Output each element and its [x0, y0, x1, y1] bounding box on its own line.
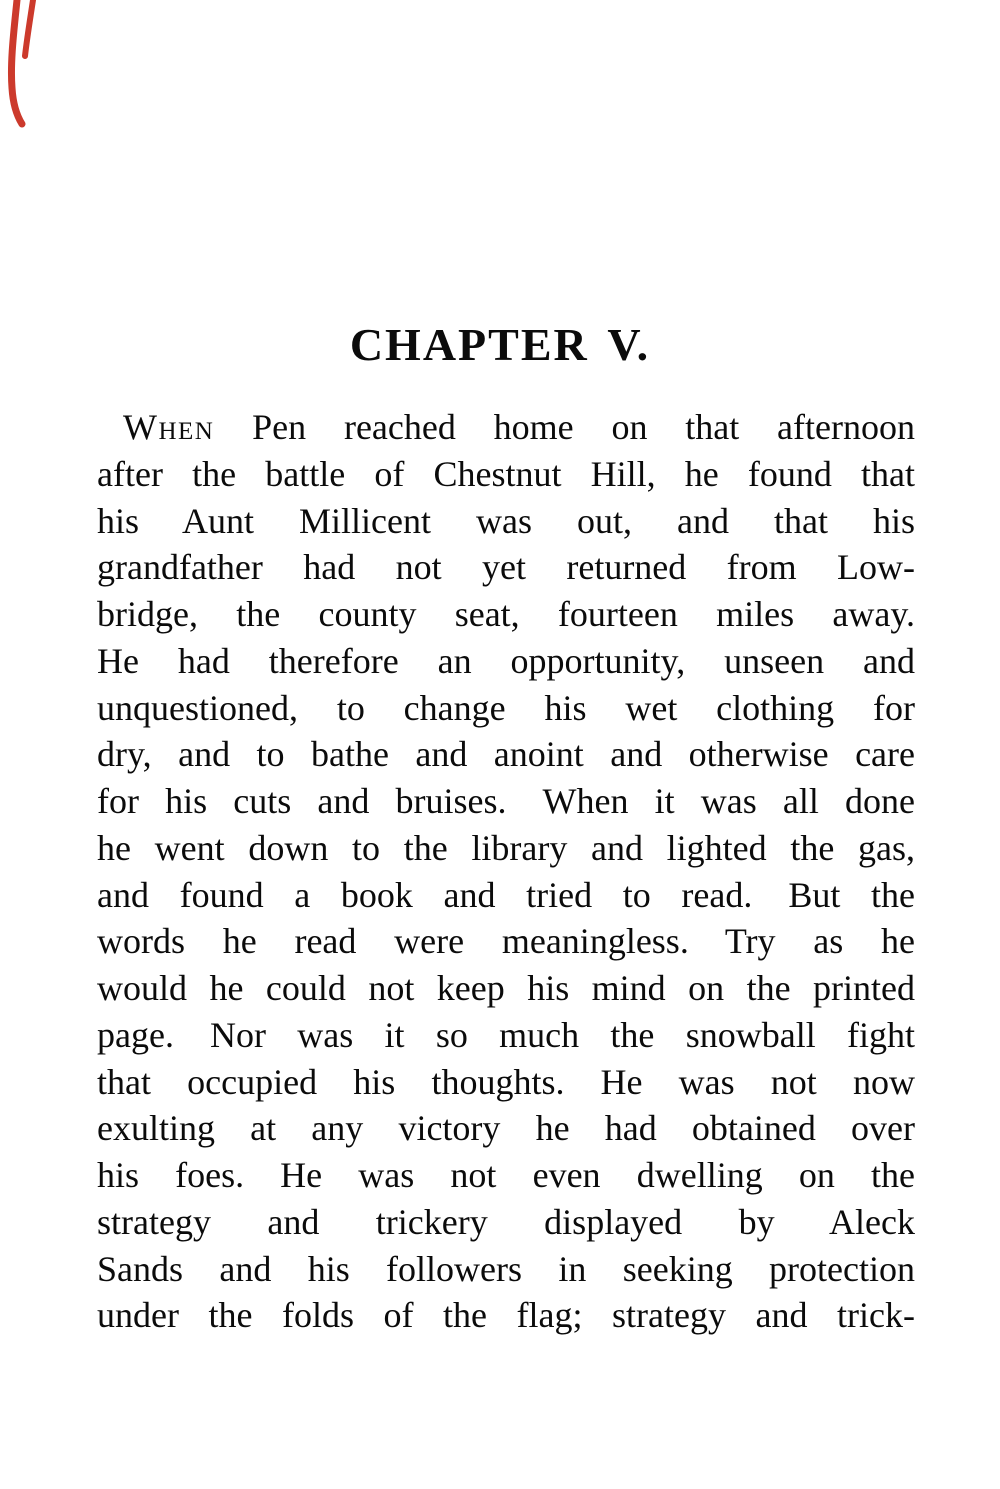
text-line: [97, 404, 915, 451]
text-line: words he read were meaningless. Try as he: [97, 921, 915, 962]
text-line: for his cuts and bruises. When it was all done: [97, 781, 915, 821]
text-line: he went down to the library and lighted the gas,: [97, 827, 915, 868]
text-line: and found a book and tried to read. But the: [97, 874, 915, 915]
lead-word-smallcaps: When: [123, 407, 215, 447]
text-line: exulting at any victory he had obtained over: [97, 1108, 915, 1149]
chapter-heading: CHAPTER V.: [349, 319, 651, 370]
text-line: grandfather had not yet returned from Low-: [97, 547, 915, 588]
text-line: after the battle of Chestnut Hill, he found that: [97, 453, 915, 494]
text-line: would he could not keep his mind on the printed: [97, 968, 915, 1008]
first-line-rest: Pen reached home on that afternoon: [214, 407, 915, 447]
chapter-paragraph: [97, 404, 915, 1339]
text-line: Sands and his followers in seeking protection: [97, 1248, 915, 1289]
text-line: his foes. He was not even dwelling on the: [97, 1155, 915, 1195]
text-line: He had therefore an opportunity, unseen and: [97, 640, 915, 681]
text-line: unquestioned, to change his wet clothing for: [97, 687, 915, 728]
text-line: strategy and trickery displayed by Aleck: [97, 1201, 915, 1242]
text-line: his Aunt Millicent was out, and that his: [97, 500, 915, 541]
red-pen-mark: [0, 0, 52, 140]
text-line: under the folds of the flag; strategy and trick-: [97, 1295, 915, 1336]
text-line: page. Nor was it so much the snowball fight: [97, 1014, 915, 1055]
text-line: dry, and to bathe and anoint and otherwise care: [97, 734, 915, 775]
text-line: that occupied his thoughts. He was not now: [97, 1061, 915, 1102]
text-line: bridge, the county seat, fourteen miles away.: [97, 594, 915, 634]
